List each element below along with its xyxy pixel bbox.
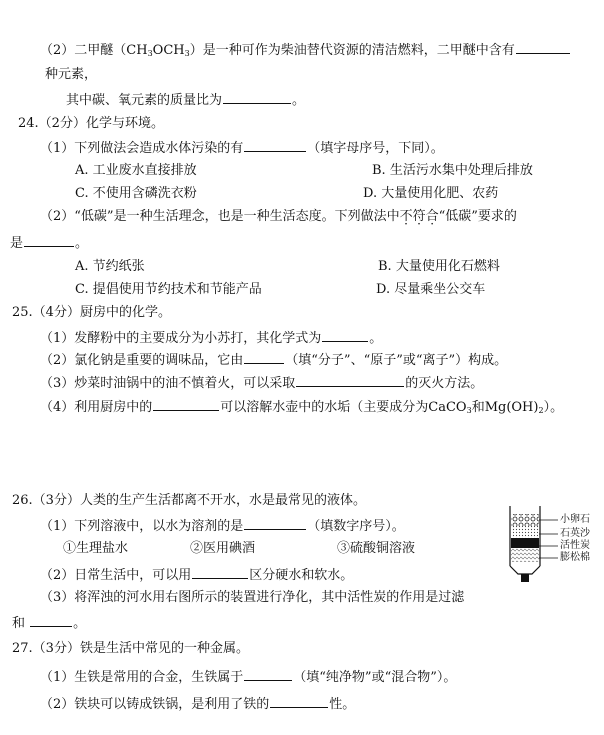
q23-line2: 种元素，: [45, 67, 98, 82]
text: （2）铁块可以铸成铁锅，是利用了铁的: [40, 697, 270, 712]
q26-part3: （3）将浑浊的河水用右图所示的装置进行净化，其中活性炭的作用是过滤: [40, 590, 465, 605]
q26-option-2: ②医用碘酒: [190, 541, 256, 556]
answer-blank[interactable]: [322, 328, 368, 342]
q25-part1: [40, 328, 382, 348]
answer-blank[interactable]: [192, 565, 248, 579]
answer-blank[interactable]: [153, 397, 219, 411]
q24-option-b: B. 生活污水集中处理后排放: [372, 163, 533, 178]
text: （1）下列溶液中，以水为溶剂的是: [40, 519, 244, 534]
text: （2）氯化钠是重要的调味品，它由: [40, 353, 244, 368]
answer-blank[interactable]: [244, 138, 306, 152]
q24-part1: [40, 138, 444, 158]
text: 。: [75, 236, 89, 251]
q27-heading: 27.（3分）铁是生活中常见的一种金属。: [12, 641, 249, 656]
q25-part3: [40, 373, 483, 393]
q24-part2: [40, 208, 517, 226]
text: （填数字序号）。: [307, 519, 405, 534]
text: ）是一种可作为柴油替代资源的清洁燃料，二甲醚中含有: [189, 43, 515, 58]
water-filter-figure: [500, 504, 600, 588]
label-cotton: 膨松棉: [560, 552, 590, 563]
text: ）。: [543, 400, 564, 415]
subscript: 3: [184, 49, 190, 58]
q24-part2-cont: [10, 233, 88, 253]
text: 性。: [329, 697, 356, 712]
q26-part1: [40, 516, 405, 536]
text: 。: [369, 331, 383, 346]
answer-blank[interactable]: [223, 90, 291, 104]
text: 可以溶解水壶中的水垢（主要成分为CaCO: [220, 400, 467, 415]
q27-part1: [40, 667, 456, 687]
q25-part2: [40, 350, 507, 370]
text: （3）炒菜时油锅中的油不慎着火，可以采取: [40, 376, 296, 391]
q24-heading: 24.（2分）化学与环境。: [18, 116, 164, 131]
answer-blank[interactable]: [30, 613, 72, 627]
q24-option2-b: B. 大量使用化石燃料: [378, 259, 500, 274]
text: 。: [73, 616, 87, 631]
text: 区分硬水和软水。: [249, 568, 354, 583]
answer-blank[interactable]: [270, 694, 328, 708]
subscript: 2: [538, 406, 544, 415]
q24-option2-d: D. 尽量乘坐公交车: [376, 282, 486, 297]
text: （1）生铁是常用的合金，生铁属于: [40, 670, 244, 685]
q24-option-d: D. 大量使用化肥、农药: [363, 186, 499, 201]
label-quartz-sand: 石英沙: [560, 528, 590, 539]
q24-option2-c: C. 提倡使用节约技术和节能产品: [75, 282, 262, 297]
q26-heading: 26.（3分）人类的生产生活都离不开水，水是最常见的液体。: [12, 493, 366, 508]
text: （2）日常生活中，可以用: [40, 568, 192, 583]
q25-heading: 25.（4分）厨房中的化学。: [12, 305, 171, 320]
q24-option2-a: A. 节约纸张: [75, 259, 145, 274]
text: 其中碳、氧元素的质量比为: [66, 93, 223, 108]
text: （填“分子”、“原子”或“离子”）构成。: [285, 353, 508, 368]
text: 和Mg(OH): [471, 400, 539, 415]
q26-part2: [40, 565, 353, 585]
q26-part3-cont: [12, 613, 86, 633]
q26-option-3: ③硫酸铜溶液: [337, 541, 416, 556]
answer-blank[interactable]: [296, 373, 404, 387]
emphasis-char: 合: [425, 209, 439, 224]
answer-blank[interactable]: [516, 40, 570, 54]
q27-part2: [40, 694, 355, 714]
text: （4）利用厨房中的: [40, 400, 153, 415]
q26-option-1: ①生理盐水: [63, 541, 129, 556]
q23-line3: [66, 90, 305, 110]
emphasis-char: 符: [412, 209, 426, 224]
text: OCH: [152, 43, 185, 58]
text: （2）“低碳”是一种生活理念，也是一种生活态度。下列做法中: [40, 209, 400, 224]
text: 和: [12, 616, 26, 631]
text: （2）二甲醚（CH: [40, 43, 148, 58]
text: 是: [10, 236, 24, 251]
text: （1）发酵粉中的主要成分为小苏打，其化学式为: [40, 331, 322, 346]
subscript: 3: [466, 406, 472, 415]
text: （1）下列做法会造成水体污染的有: [40, 141, 244, 156]
answer-blank[interactable]: [244, 350, 284, 364]
text: 的灭火方法。: [405, 376, 484, 391]
label-activated-carbon: 活性炭: [560, 540, 590, 551]
answer-blank[interactable]: [24, 233, 74, 247]
answer-blank[interactable]: [244, 516, 306, 530]
q23-line1: [40, 40, 571, 63]
answer-blank[interactable]: [244, 667, 292, 681]
text: （填字母序号，下同）。: [307, 141, 444, 156]
text: （填“纯净物”或“混合物”）。: [293, 670, 457, 685]
text: “低碳”要求的: [438, 209, 517, 224]
q24-option-a: A. 工业废水直接排放: [75, 163, 197, 178]
text: 。: [292, 93, 306, 108]
q25-part4: [40, 397, 563, 420]
label-pebbles: 小卵石: [560, 514, 590, 525]
subscript: 3: [147, 49, 153, 58]
emphasis-char: 不: [399, 209, 413, 224]
q24-option-c: C. 不使用含磷洗衣粉: [75, 186, 197, 201]
